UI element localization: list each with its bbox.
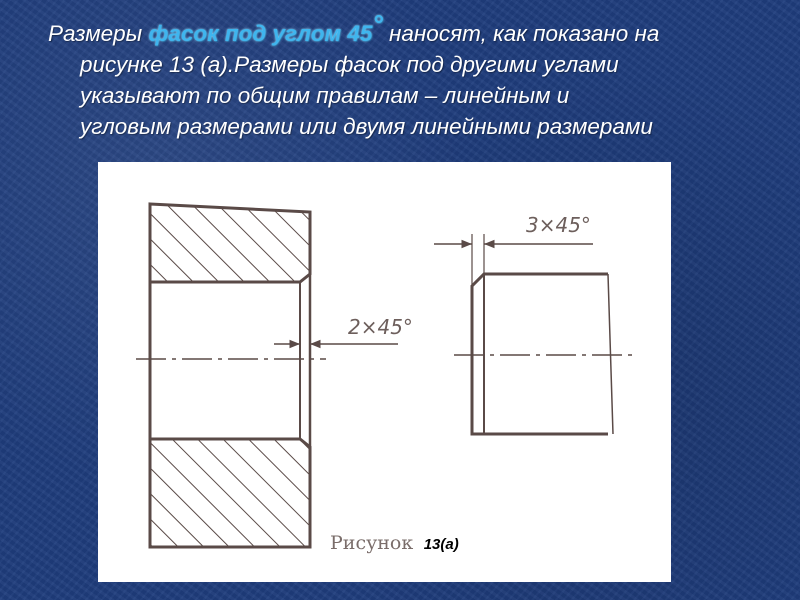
heading-line-2: рисунке 13 (а).Размеры фасок под другими углами [80, 52, 619, 77]
top-hatched-region [150, 204, 310, 282]
bottom-hatched-region [150, 439, 310, 547]
heading-highlight [148, 9, 383, 46]
heading-text-start: Размеры [48, 21, 149, 46]
figure-caption [330, 532, 459, 554]
heading-text-end: наносят, как показано на [382, 21, 660, 46]
right-shaft-view [434, 234, 638, 434]
degree-sign: ° [372, 9, 383, 39]
slide-heading [48, 9, 788, 142]
shaft-outline [472, 274, 608, 434]
shaft-break-line [608, 274, 613, 434]
chamfer-drawing [98, 162, 671, 582]
figure-panel [98, 162, 671, 582]
left-dimension-label: 2×45° [348, 315, 413, 339]
highlight-text: фасок под углом 45 [148, 21, 373, 46]
left-section-view [136, 204, 398, 547]
heading-line-4: угловым размерами или двумя линейными размерами [80, 114, 653, 139]
heading-line-1 [48, 9, 788, 49]
caption-word: Рисунок [330, 532, 414, 554]
heading-line-3: указывают по общим правилам – линейным и [80, 83, 570, 108]
caption-number: 13(а) [423, 536, 459, 553]
right-dimension-label: 3×45° [526, 213, 591, 237]
